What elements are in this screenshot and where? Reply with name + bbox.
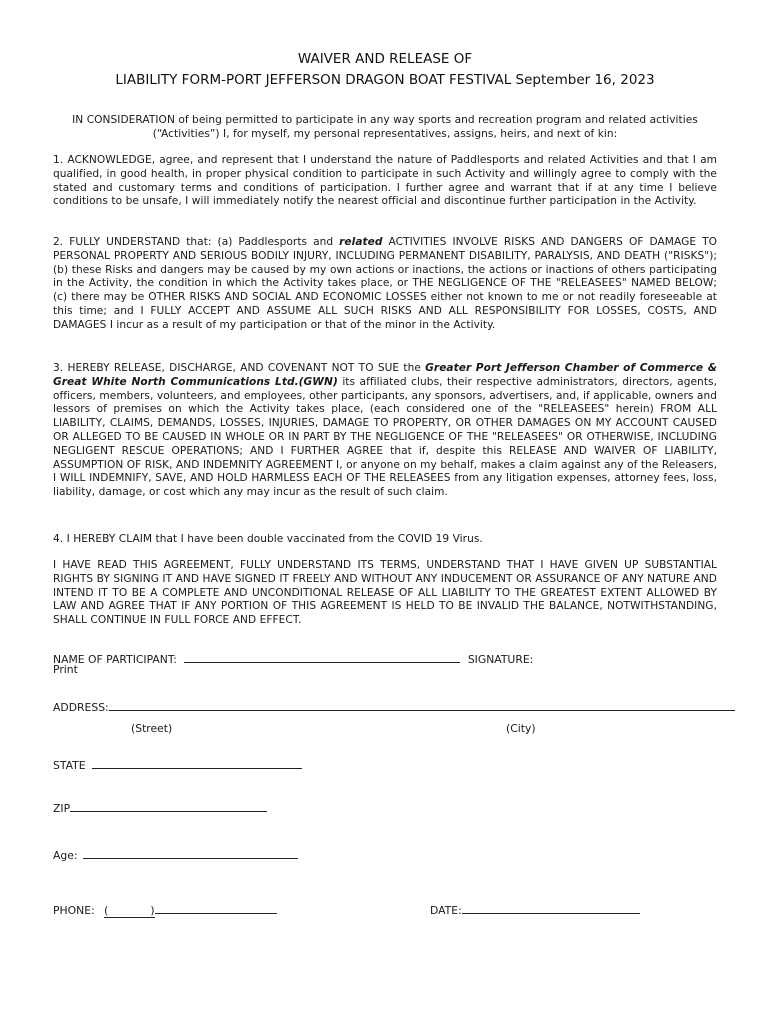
document-title-line-1: WAIVER AND RELEASE OF (297, 51, 473, 67)
print-label: Print (53, 663, 78, 676)
participant-name-label: NAME OF PARTICIPANT: (53, 653, 177, 666)
document-title-line-2: LIABILITY FORM-PORT JEFFERSON DRAGON BOAT FESTIVAL September 16, 2023 (115, 72, 655, 88)
date-label: DATE: (430, 904, 462, 917)
participant-name-field[interactable] (184, 651, 460, 663)
signature-label: SIGNATURE: (467, 653, 534, 666)
paragraph-understand-emphasis: related (339, 236, 383, 248)
phone-row (53, 902, 277, 917)
phone-paren-close: ) (150, 904, 155, 917)
city-label: (City) (506, 722, 536, 735)
phone-area-code-field[interactable] (104, 904, 154, 918)
date-field[interactable] (462, 902, 640, 914)
paragraph-release-start: 3. HEREBY RELEASE, DISCHARGE, AND COVENANT NOT TO SUE the (53, 362, 426, 374)
date-row (430, 902, 640, 917)
state-row (53, 757, 302, 772)
street-label: (Street) (131, 722, 173, 735)
state-field[interactable] (92, 757, 302, 769)
intro-paragraph: IN CONSIDERATION of being permitted to participate in any way sports and recreation program and related activities (“Activities”) I, for myself, my personal representatives, assigns, heirs, and next of kin: (72, 114, 698, 140)
phone-paren-open: ( (104, 904, 109, 917)
state-label: STATE (53, 759, 86, 772)
zip-label: ZIP (53, 802, 71, 815)
paragraph-agreement: I HAVE READ THIS AGREEMENT, FULLY UNDERSTAND ITS TERMS, UNDERSTAND THAT I HAVE GIVEN UP SUBSTANTIAL RIGHTS BY SIGNING IT AND HAVE SIGNED IT FREELY AND WITHOUT ANY INDUCEMENT OR ASSURANCE OF ANY NATURE AND INTEND IT TO BE A COMPLETE AND UNCONDITIONAL RELEASE OF ALL LIABILITY TO THE GREATEST EXTENT ALLOWED BY LAW AND AGREE THAT IF ANY PORTION OF THIS AGREEMENT IS HELD TO BE INVALID THE BALANCE, NOTWITHSTANDING, SHALL CONTINUE IN FULL FORCE AND EFFECT. (53, 559, 717, 627)
age-field[interactable] (83, 847, 298, 859)
zip-field[interactable] (70, 800, 267, 812)
address-field[interactable] (109, 699, 735, 711)
zip-row (53, 800, 267, 815)
paragraph-release (53, 362, 717, 500)
paragraph-release-rest: its affiliated clubs, their respective administrators, directors, agents, officers, members, volunteers, and employees, other participants, any sponsors, advertisers, and, if applicable, owners and lessors of premises on which the Activity takes place, (each considered one of the "RELEASEES" herein) FROM ALL LIABILITY, CLAIMS, DEMANDS, LOSSES, INJURIES, DAMAGE TO PROPERTY, OR OTHER DAMAGES ON MY ACCOUNT CAUSED OR ALLEGED TO BE CAUSED IN WHOLE OR IN PART BY THE NEGLIGENCE OF THE "RELEASEES" OR OTHERWISE, INCLUDING NEGLIGENT RESCUE OPERATIONS; AND I FURTHER AGREE that if, despite this RELEASE AND WAIVER OF LIABILITY, ASSUMPTION OF RISK, AND INDEMNITY AGREEMENT I, or anyone on my behalf, makes a claim against any of the Releasers, I WILL INDEMNIFY, SAVE, AND HOLD HARMLESS EACH OF THE RELEASEES from any litigation expenses, attorney fees, loss, liability, damage, or cost which any may incur as the result of such claim. (53, 375, 718, 499)
participant-name-row (53, 651, 533, 666)
address-label: ADDRESS: (53, 701, 109, 714)
paragraph-vaccination-claim: 4. I HEREBY CLAIM that I have been double vaccinated from the COVID 19 Virus. (53, 533, 483, 545)
age-label: Age: (53, 849, 78, 862)
paragraph-understand (53, 236, 717, 333)
phone-number-field[interactable] (155, 902, 277, 914)
releasee-names: Greater Port Jefferson Chamber of Commerce & Great White North Communications Ltd.(GWN) (53, 362, 717, 388)
paragraph-understand-start: 2. FULLY UNDERSTAND that: (a) Paddlesports and (53, 236, 340, 248)
paragraph-understand-rest: ACTIVITIES INVOLVE RISKS AND DANGERS OF DAMAGE TO PERSONAL PROPERTY AND SERIOUS BODILY INJURY, INCLUDING PERMANENT DISABILITY, PARALYSIS, AND DEATH ("RISKS"); (b) these Risks and dangers may be caused by my own actions or inactions, the actions or inactions of others participating in the Activity, the condition in which the Activity takes place, or THE NEGLIGENCE OF THE "RELEASEES" NAMED BELOW; (c) there may be OTHER RISKS AND SOCIAL AND ECONOMIC LOSSES either not known to me or not readily foreseeable at this time; and I FULLY ACCEPT AND ASSUME ALL SUCH RISKS AND ALL RESPONSIBILITY FOR LOSSES, COSTS, AND DAMAGES I incur as a result of my participation or that of the minor in the Activity. (53, 236, 717, 331)
age-row (53, 847, 298, 862)
address-row (53, 699, 735, 714)
phone-label: PHONE: (53, 904, 95, 917)
paragraph-acknowledge: 1. ACKNOWLEDGE, agree, and represent that I understand the nature of Paddlesports and related Activities and that I am qualified, in good health, in proper physical condition to participate in such Activity and willingly agree to comply with the stated and customary terms and conditions of participation. I further agree and warrant that if at any time I believe conditions to be unsafe, I will immediately notify the nearest official and discontinue further participation in the Activity. (53, 154, 717, 208)
